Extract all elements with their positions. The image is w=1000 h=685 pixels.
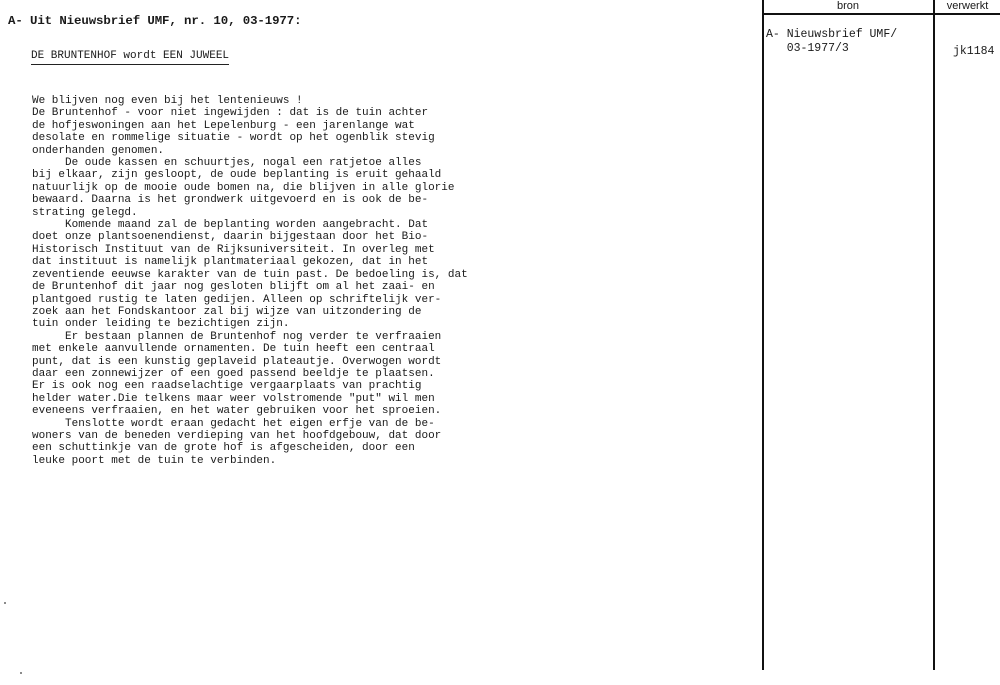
body-line: de hofjeswoningen aan het Lepelenburg - een jarenlange wat xyxy=(32,119,415,132)
body-line: tuin onder leiding te bezichtigen zijn. xyxy=(32,318,290,331)
scan-speck xyxy=(20,672,22,674)
body-line: dat instituut is namelijk plantmateriaal gekozen, dat in het xyxy=(32,256,429,269)
body-line: Er is ook nog een raadselachtige vergaarplaats van prachtig xyxy=(32,380,422,393)
article-body xyxy=(32,95,468,467)
header-rule xyxy=(762,13,1000,15)
body-line: een schuttinkje van de grote hof is afgescheiden, door een xyxy=(32,442,415,455)
source-line-2: 03-1977/3 xyxy=(766,42,849,55)
body-line: Tenslotte wordt eraan gedacht het eigen erfje van de be- xyxy=(32,417,435,430)
column-divider-right xyxy=(933,0,935,670)
body-line: desolate en rommelige situatie - wordt op het ogenblik stevig xyxy=(32,132,435,145)
body-line: eveneens verfraaien, en het water gebruiken voor het sproeien. xyxy=(32,405,442,418)
column-header-verwerkt: verwerkt xyxy=(946,0,989,12)
processed-code: jk1184 xyxy=(953,45,995,58)
body-line: De oude kassen en schuurtjes, nogal een ratjetoe alles xyxy=(32,157,422,170)
body-line: zeventiende eeuwse karakter van de tuin past. De bedoeling is, dat xyxy=(32,268,468,281)
body-line: met enkele aanvullende ornamenten. De tuin heeft een centraal xyxy=(32,343,435,356)
document-title: A- Uit Nieuwsbrief UMF, nr. 10, 03-1977: xyxy=(8,14,302,28)
body-line: strating gelegd. xyxy=(32,206,138,219)
body-line: woners van de beneden verdieping van het hoofdgebouw, dat door xyxy=(32,429,442,442)
body-line: Historisch Instituut van de Rijksuniversiteit. In overleg met xyxy=(32,243,435,256)
body-line: leuke poort met de tuin te verbinden. xyxy=(32,454,277,467)
body-line: de Bruntenhof dit jaar nog gesloten blijft om al het zaai- en xyxy=(32,281,435,294)
body-line: plantgoed rustig te laten gedijen. Alleen op schriftelijk ver- xyxy=(32,293,442,306)
column-header-bron: bron xyxy=(836,0,860,12)
body-line: helder water.Die telkens maar weer volstromende "put" wil men xyxy=(32,392,435,405)
body-line: bij elkaar, zijn gesloopt, de oude beplanting is eruit gehaald xyxy=(32,169,442,182)
body-line: bewaard. Daarna is het grondwerk uitgevoerd en is ook de be- xyxy=(32,194,429,207)
scan-speck xyxy=(4,602,6,604)
source-line-1: A- Nieuwsbrief UMF/ xyxy=(766,28,898,41)
column-divider-left xyxy=(762,0,764,670)
body-line: natuurlijk op de mooie oude bomen na, die blijven in alle glorie xyxy=(32,181,455,194)
body-line: De Bruntenhof - voor niet ingewijden : dat is de tuin achter xyxy=(32,107,429,120)
source-reference xyxy=(766,28,897,56)
body-line: Er bestaan plannen de Bruntenhof nog verder te verfraaien xyxy=(32,330,442,343)
body-line: We blijven nog even bij het lentenieuws ! xyxy=(32,95,303,107)
body-line: onderhanden genomen. xyxy=(32,144,165,157)
body-line: zoek aan het Fondskantoor zal bij wijze van uitzondering de xyxy=(32,305,422,318)
body-line: punt, dat is een kunstig geplaveid plateautje. Overwogen wordt xyxy=(32,355,442,368)
body-line: Komende maand zal de beplanting worden aangebracht. Dat xyxy=(32,219,429,232)
article-heading: DE BRUNTENHOF wordt EEN JUWEEL xyxy=(31,50,229,65)
body-line: daar een zonnewijzer of een goed passend beeldje te plaatsen. xyxy=(32,367,435,380)
body-line: doet onze plantsoenendienst, daarin bijgestaan door het Bio- xyxy=(32,231,429,244)
